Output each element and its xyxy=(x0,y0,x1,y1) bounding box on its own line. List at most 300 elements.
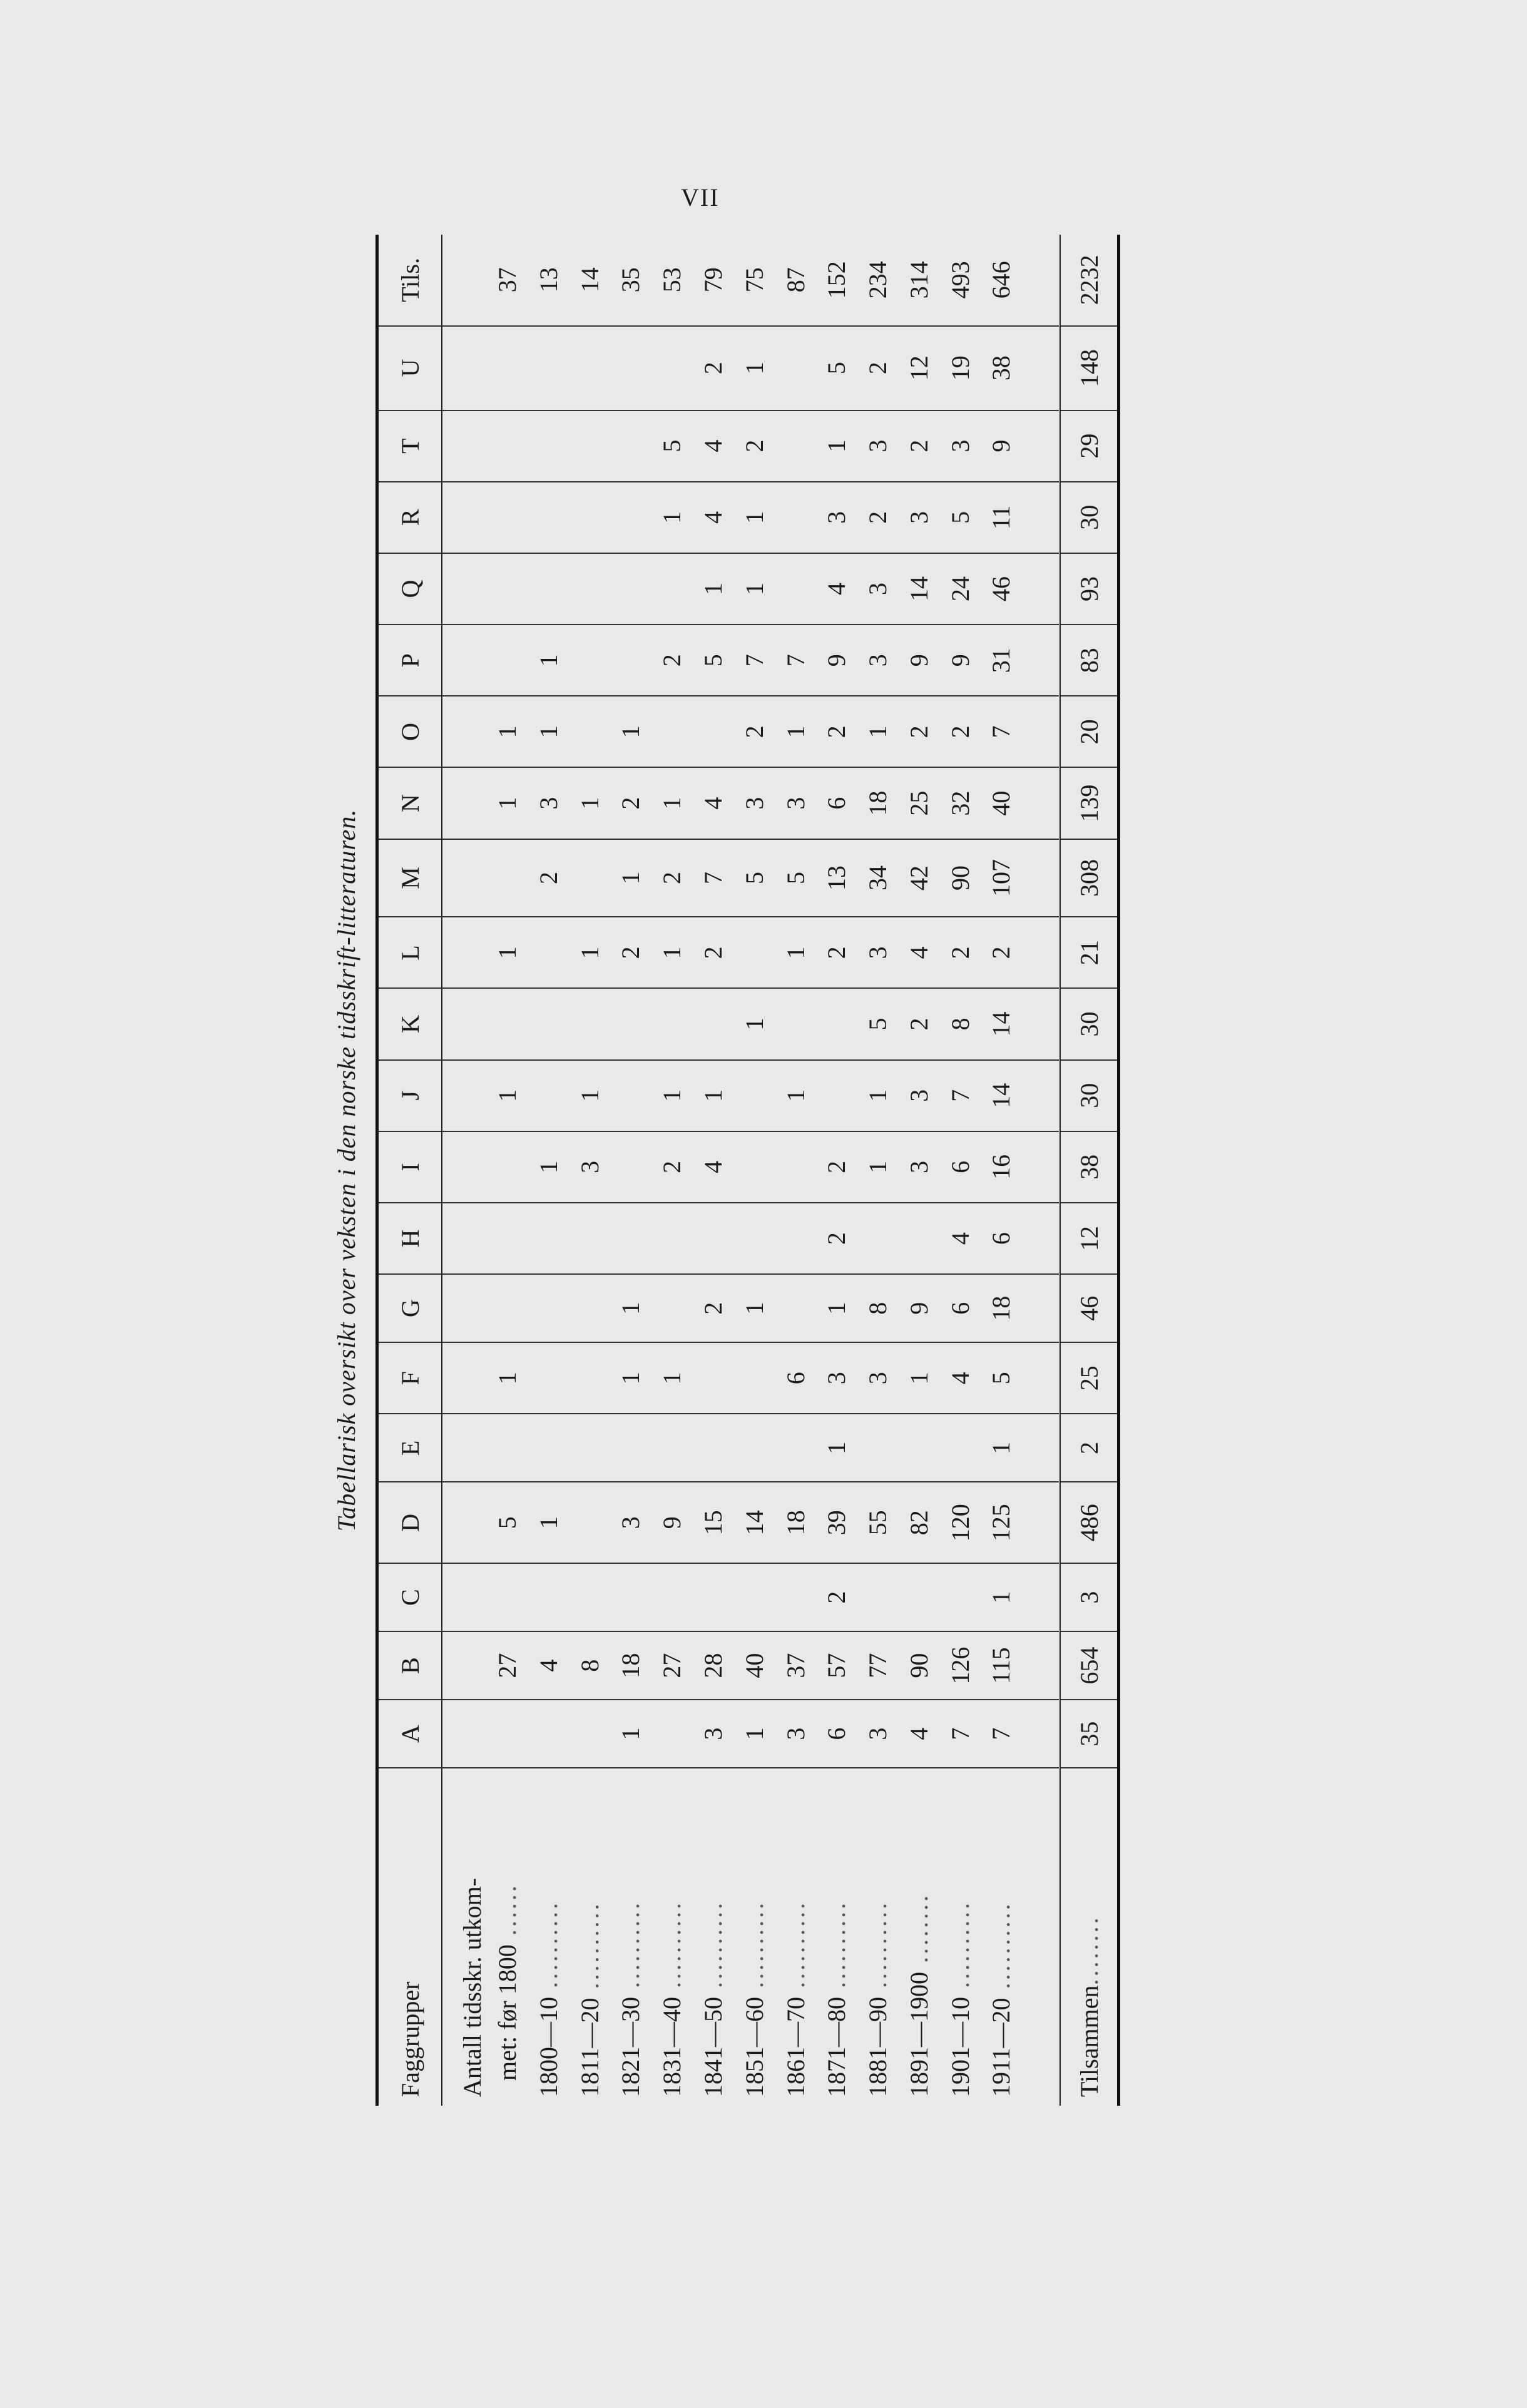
table-cell-empty xyxy=(442,1060,487,1131)
table-row xyxy=(610,235,651,2106)
table-cell: 1 xyxy=(733,326,775,411)
table-cell: 3 xyxy=(610,1482,651,1563)
table-cell xyxy=(610,553,651,625)
table-cell: 4 xyxy=(939,1203,981,1274)
spacer-cell xyxy=(1022,1131,1060,1203)
leader-dots: .......... xyxy=(698,1900,727,1997)
spacer-cell xyxy=(1022,1482,1060,1563)
table-cell: 16 xyxy=(981,1131,1022,1203)
total-cell: 654 xyxy=(1060,1631,1119,1700)
table-cell: 2 xyxy=(898,988,939,1059)
row-label xyxy=(733,1768,775,2106)
table-cell: 3 xyxy=(857,1700,899,1768)
table-row xyxy=(898,235,939,2106)
table-cell: 3 xyxy=(775,767,816,839)
table-cell: 3 xyxy=(816,482,857,553)
row-label-text: 1831—40 xyxy=(658,1997,687,2097)
table-cell xyxy=(651,696,693,767)
table-cell: 1 xyxy=(733,1274,775,1342)
table-cell: 13 xyxy=(528,235,569,326)
leader-dots: .......... xyxy=(575,1901,604,1998)
table-cell: 4 xyxy=(816,553,857,625)
table-cell: 28 xyxy=(693,1631,734,1700)
table-cell xyxy=(528,917,569,988)
table-cell: 40 xyxy=(981,767,1022,839)
table-cell: 107 xyxy=(981,839,1022,917)
table-row xyxy=(981,235,1022,2106)
table-cell: 2 xyxy=(898,411,939,482)
table-cell: 1 xyxy=(981,1563,1022,1631)
table-cell xyxy=(569,1274,610,1342)
table-cell: 1 xyxy=(610,1342,651,1414)
table-cell xyxy=(857,1414,899,1482)
leader-dots: .......... xyxy=(534,1900,563,1997)
table-cell: 5 xyxy=(733,839,775,917)
table-cell xyxy=(528,482,569,553)
table-cell: 1 xyxy=(610,696,651,767)
table-cell xyxy=(693,1342,734,1414)
table-cell xyxy=(528,326,569,411)
table-cell: 1 xyxy=(487,767,528,839)
header-g: G xyxy=(377,1274,442,1342)
spacer-cell xyxy=(1022,553,1060,625)
table-cell xyxy=(610,411,651,482)
table-cell: 6 xyxy=(939,1274,981,1342)
table-cell: 79 xyxy=(693,235,734,326)
table-cell: 1 xyxy=(816,411,857,482)
table-cell xyxy=(857,1563,899,1631)
table-cell: 18 xyxy=(981,1274,1022,1342)
total-cell: 30 xyxy=(1060,988,1119,1059)
table-cell xyxy=(487,1203,528,1274)
table-cell: 5 xyxy=(857,988,899,1059)
table-cell xyxy=(733,1203,775,1274)
table-cell xyxy=(569,625,610,696)
table-cell-empty xyxy=(442,917,487,988)
table-cell: 1 xyxy=(651,1342,693,1414)
table-cell: 1 xyxy=(528,1482,569,1563)
row-label xyxy=(651,1768,693,2106)
table-cell: 2 xyxy=(733,696,775,767)
header-c: C xyxy=(377,1563,442,1631)
leader-dots: .......... xyxy=(616,1900,645,1997)
table-cell xyxy=(775,1203,816,1274)
table-cell: 53 xyxy=(651,235,693,326)
table-cell: 24 xyxy=(939,553,981,625)
table-cell xyxy=(569,411,610,482)
table-cell xyxy=(569,988,610,1059)
header-d: D xyxy=(377,1482,442,1563)
table-cell: 4 xyxy=(693,767,734,839)
table-cell xyxy=(733,1414,775,1482)
table-cell: 1 xyxy=(610,1700,651,1768)
table-cell xyxy=(733,1060,775,1131)
table-cell: 5 xyxy=(693,625,734,696)
table-cell xyxy=(775,1563,816,1631)
table-cell: 6 xyxy=(939,1131,981,1203)
row-label xyxy=(487,1768,528,2106)
table-cell: 7 xyxy=(981,696,1022,767)
table-cell: 1 xyxy=(816,1274,857,1342)
table-cell xyxy=(939,1563,981,1631)
table-cell xyxy=(775,411,816,482)
table-cell: 87 xyxy=(775,235,816,326)
header-f: F xyxy=(377,1342,442,1414)
leader-dots: .......... xyxy=(946,1900,974,1997)
table-cell: 1 xyxy=(775,696,816,767)
table-cell: 2 xyxy=(816,696,857,767)
leader-dots: .......... xyxy=(987,1901,1016,1998)
table-cell: 7 xyxy=(775,625,816,696)
table-cell: 18 xyxy=(610,1631,651,1700)
header-i: I xyxy=(377,1131,442,1203)
table-cell xyxy=(693,1563,734,1631)
table-cell: 3 xyxy=(569,1131,610,1203)
table-cell: 7 xyxy=(693,839,734,917)
table-cell: 77 xyxy=(857,1631,899,1700)
table-cell: 1 xyxy=(569,767,610,839)
total-cell: 2 xyxy=(1060,1414,1119,1482)
table-cell: 39 xyxy=(816,1482,857,1563)
table-cell: 3 xyxy=(733,767,775,839)
spacer-cell xyxy=(1022,1563,1060,1631)
table-cell xyxy=(651,326,693,411)
total-cell: 25 xyxy=(1060,1342,1119,1414)
table-cell: 1 xyxy=(651,917,693,988)
total-cell: 83 xyxy=(1060,625,1119,696)
table-row xyxy=(939,235,981,2106)
table-cell: 14 xyxy=(898,553,939,625)
table-cell: 5 xyxy=(981,1342,1022,1414)
table-cell xyxy=(528,1563,569,1631)
header-j: J xyxy=(377,1060,442,1131)
table-cell: 75 xyxy=(733,235,775,326)
table-cell: 1 xyxy=(610,839,651,917)
spacer-cell xyxy=(1022,625,1060,696)
table-row xyxy=(569,235,610,2106)
table-cell xyxy=(857,1203,899,1274)
header-e: E xyxy=(377,1414,442,1482)
table-cell xyxy=(487,988,528,1059)
table-cell xyxy=(610,1060,651,1131)
table-cell: 6 xyxy=(981,1203,1022,1274)
row-label-text: 1901—10 xyxy=(946,1997,974,2097)
statistics-table xyxy=(375,235,1120,2106)
table-cell: 3 xyxy=(816,1342,857,1414)
total-row xyxy=(1060,235,1119,2106)
table-cell: 34 xyxy=(857,839,899,917)
table-cell xyxy=(487,1274,528,1342)
table-cell: 3 xyxy=(528,767,569,839)
spacer-cell xyxy=(1022,411,1060,482)
table-cell: 1 xyxy=(693,553,734,625)
table-cell xyxy=(898,1563,939,1631)
table-cell-empty xyxy=(442,1274,487,1342)
spacer-cell xyxy=(1022,326,1060,411)
table-cell: 31 xyxy=(981,625,1022,696)
total-cell: 139 xyxy=(1060,767,1119,839)
table-cell: 3 xyxy=(939,411,981,482)
table-cell: 1 xyxy=(487,696,528,767)
table-cell-empty xyxy=(442,988,487,1059)
header-t: T xyxy=(377,411,442,482)
row-label xyxy=(528,1768,569,2106)
table-cell: 2 xyxy=(610,917,651,988)
row-label-text: 1841—50 xyxy=(698,1997,727,2097)
table-cell: 4 xyxy=(898,1700,939,1768)
row-label-text: 1891—1900 xyxy=(904,1972,933,2097)
rotated-table-block xyxy=(332,235,1139,2106)
table-cell: 9 xyxy=(898,1274,939,1342)
header-a: A xyxy=(377,1700,442,1768)
table-cell xyxy=(610,625,651,696)
table-cell: 55 xyxy=(857,1482,899,1563)
table-cell xyxy=(528,553,569,625)
table-cell xyxy=(610,1414,651,1482)
table-cell: 8 xyxy=(857,1274,899,1342)
table-cell: 57 xyxy=(816,1631,857,1700)
table-cell xyxy=(651,1700,693,1768)
total-cell: 30 xyxy=(1060,1060,1119,1131)
table-cell xyxy=(610,482,651,553)
table-cell xyxy=(487,482,528,553)
table-cell: 2 xyxy=(610,767,651,839)
table-cell: 4 xyxy=(528,1631,569,1700)
table-cell-empty xyxy=(442,1131,487,1203)
table-cell: 1 xyxy=(857,1131,899,1203)
table-cell xyxy=(651,1203,693,1274)
table-cell: 14 xyxy=(569,235,610,326)
table-row xyxy=(487,235,528,2106)
table-cell: 90 xyxy=(939,839,981,917)
table-cell: 3 xyxy=(857,553,899,625)
table-cell-empty xyxy=(442,1700,487,1768)
table-cell xyxy=(816,988,857,1059)
row-label xyxy=(857,1768,899,2106)
table-cell: 2 xyxy=(693,1274,734,1342)
header-h: H xyxy=(377,1203,442,1274)
table-cell-empty xyxy=(442,411,487,482)
table-cell: 7 xyxy=(939,1700,981,1768)
table-cell-empty xyxy=(442,767,487,839)
table-cell: 5 xyxy=(775,839,816,917)
table-row xyxy=(528,235,569,2106)
total-cell: 148 xyxy=(1060,326,1119,411)
table-cell xyxy=(569,1342,610,1414)
table-cell xyxy=(651,988,693,1059)
table-cell xyxy=(775,326,816,411)
row-label-text: 1911—20 xyxy=(987,1997,1016,2097)
table-cell xyxy=(487,1563,528,1631)
table-cell: 125 xyxy=(981,1482,1022,1563)
leader-dots: .......... xyxy=(740,1900,769,1997)
table-cell xyxy=(487,553,528,625)
table-row xyxy=(651,235,693,2106)
table-row xyxy=(816,235,857,2106)
total-cell: 12 xyxy=(1060,1203,1119,1274)
table-cell xyxy=(733,1342,775,1414)
table-cell xyxy=(651,553,693,625)
total-cell: 35 xyxy=(1060,1700,1119,1768)
table-cell xyxy=(528,1414,569,1482)
table-cell: 493 xyxy=(939,235,981,326)
table-cell: 3 xyxy=(857,625,899,696)
table-cell: 2 xyxy=(816,917,857,988)
table-cell: 9 xyxy=(651,1482,693,1563)
spacer-row xyxy=(1022,235,1060,2106)
spacer-cell xyxy=(1022,839,1060,917)
table-cell: 9 xyxy=(939,625,981,696)
table-cell: 1 xyxy=(857,696,899,767)
table-cell: 14 xyxy=(981,1060,1022,1131)
total-cell: 46 xyxy=(1060,1274,1119,1342)
table-cell: 1 xyxy=(651,1060,693,1131)
table-cell xyxy=(487,1414,528,1482)
table-cell: 9 xyxy=(816,625,857,696)
table-cell xyxy=(569,1563,610,1631)
table-cell: 1 xyxy=(487,1342,528,1414)
table-cell xyxy=(733,1131,775,1203)
table-cell: 35 xyxy=(610,235,651,326)
table-cell xyxy=(651,1414,693,1482)
table-cell xyxy=(693,696,734,767)
spacer-cell xyxy=(1022,1274,1060,1342)
total-cell: 38 xyxy=(1060,1131,1119,1203)
table-cell xyxy=(651,1563,693,1631)
total-label-text: Tilsammen xyxy=(1075,1985,1103,2097)
row-label-text: 1851—60 xyxy=(740,1997,769,2097)
table-cell: 8 xyxy=(939,988,981,1059)
table-cell: 4 xyxy=(939,1342,981,1414)
table-cell: 3 xyxy=(775,1700,816,1768)
table-cell xyxy=(528,1060,569,1131)
table-cell: 3 xyxy=(857,917,899,988)
table-cell: 14 xyxy=(733,1482,775,1563)
row-label-text: 1800—10 xyxy=(534,1997,563,2097)
table-cell: 1 xyxy=(733,1700,775,1768)
row-label xyxy=(898,1768,939,2106)
table-cell xyxy=(816,1060,857,1131)
table-cell: 234 xyxy=(857,235,899,326)
table-cell xyxy=(610,1203,651,1274)
header-n: N xyxy=(377,767,442,839)
table-cell xyxy=(569,326,610,411)
row-label xyxy=(775,1768,816,2106)
row-label-text: met: før 1800 xyxy=(493,1944,522,2081)
table-cell: 82 xyxy=(898,1482,939,1563)
intro-label: Antall tidsskr. utkom- xyxy=(457,1878,486,2097)
table-cell: 90 xyxy=(898,1631,939,1700)
row-label-text: 1811—20 xyxy=(575,1997,604,2097)
table-cell: 1 xyxy=(898,1342,939,1414)
table-cell: 1 xyxy=(733,988,775,1059)
table-cell: 2 xyxy=(857,482,899,553)
total-cell: 20 xyxy=(1060,696,1119,767)
table-cell: 3 xyxy=(857,1342,899,1414)
table-cell: 5 xyxy=(939,482,981,553)
table-cell-empty xyxy=(442,1631,487,1700)
table-cell xyxy=(487,1700,528,1768)
table-cell: 19 xyxy=(939,326,981,411)
table-cell-empty xyxy=(442,1203,487,1274)
table-cell xyxy=(528,1274,569,1342)
table-cell: 1 xyxy=(651,482,693,553)
table-cell: 13 xyxy=(816,839,857,917)
header-q: Q xyxy=(377,553,442,625)
table-cell: 1 xyxy=(981,1414,1022,1482)
table-cell xyxy=(528,1700,569,1768)
table-cell: 42 xyxy=(898,839,939,917)
table-cell-empty xyxy=(442,482,487,553)
row-label xyxy=(693,1768,734,2106)
table-cell: 1 xyxy=(487,1060,528,1131)
header-l: L xyxy=(377,917,442,988)
table-cell xyxy=(693,1203,734,1274)
table-cell xyxy=(775,1414,816,1482)
table-cell xyxy=(487,839,528,917)
table-cell: 3 xyxy=(898,1131,939,1203)
table-cell: 120 xyxy=(939,1482,981,1563)
table-cell: 1 xyxy=(569,917,610,988)
table-cell xyxy=(939,1414,981,1482)
table-cell: 7 xyxy=(939,1060,981,1131)
table-cell xyxy=(528,988,569,1059)
table-cell: 2 xyxy=(939,917,981,988)
table-cell: 1 xyxy=(857,1060,899,1131)
table-cell: 12 xyxy=(898,326,939,411)
table-cell: 11 xyxy=(981,482,1022,553)
table-cell xyxy=(528,411,569,482)
table-cell: 3 xyxy=(898,1060,939,1131)
table-cell xyxy=(569,553,610,625)
table-cell: 8 xyxy=(569,1631,610,1700)
table-cell xyxy=(651,1274,693,1342)
spacer-cell xyxy=(1022,1414,1060,1482)
table-cell: 2 xyxy=(816,1203,857,1274)
total-cell: 93 xyxy=(1060,553,1119,625)
table-cell: 1 xyxy=(651,767,693,839)
table-cell-empty xyxy=(442,326,487,411)
row-label-text: 1821—30 xyxy=(616,1997,645,2097)
spacer-cell xyxy=(1022,1060,1060,1131)
spacer-cell xyxy=(1022,235,1060,326)
table-cell xyxy=(569,482,610,553)
header-row xyxy=(377,235,442,2106)
spacer-cell xyxy=(1022,1768,1060,2106)
table-cell: 2 xyxy=(651,1131,693,1203)
table-cell: 2 xyxy=(857,326,899,411)
table-cell: 2 xyxy=(651,839,693,917)
spacer-cell xyxy=(1022,988,1060,1059)
table-cell-empty xyxy=(442,696,487,767)
table-cell: 1 xyxy=(733,482,775,553)
table-cell xyxy=(733,917,775,988)
table-cell: 1 xyxy=(816,1414,857,1482)
table-cell xyxy=(610,1563,651,1631)
total-label xyxy=(1060,1768,1119,2106)
table-cell: 2 xyxy=(733,411,775,482)
table-cell xyxy=(528,1203,569,1274)
table-cell xyxy=(569,839,610,917)
table-cell xyxy=(775,553,816,625)
table-cell: 40 xyxy=(733,1631,775,1700)
leader-dots: .......... xyxy=(822,1900,851,1997)
table-cell: 2 xyxy=(693,326,734,411)
header-p: P xyxy=(377,625,442,696)
table-cell: 3 xyxy=(898,482,939,553)
table-cell xyxy=(775,988,816,1059)
table-cell: 14 xyxy=(981,988,1022,1059)
